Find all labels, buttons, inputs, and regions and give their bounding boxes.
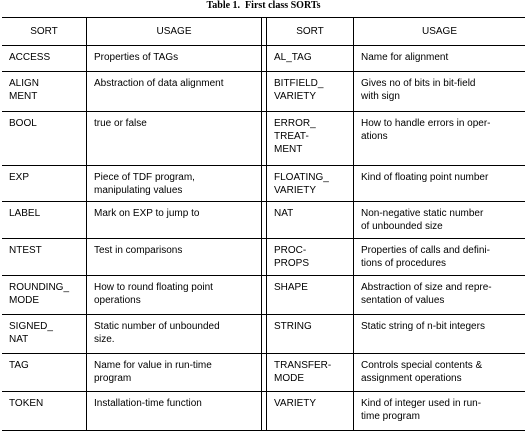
cell-sort-right: TRANSFER- MODE bbox=[274, 360, 332, 384]
cell-sort-right: PROC- PROPS bbox=[274, 245, 310, 269]
cell-sort-left: ROUNDING_ MODE bbox=[9, 282, 70, 306]
cell-usage-left: Installation-time function bbox=[94, 398, 202, 409]
row-divider bbox=[2, 111, 525, 112]
row-divider bbox=[2, 201, 525, 202]
cell-usage-left: Properties of TAGs bbox=[94, 52, 179, 63]
cell-sort-left: LABEL bbox=[9, 208, 41, 219]
column-divider bbox=[353, 17, 354, 431]
row-divider bbox=[2, 45, 525, 46]
cell-sort-right: ERROR_ TREAT- MENT bbox=[274, 118, 316, 155]
cell-usage-left: How to round floating point operations bbox=[94, 282, 213, 306]
cell-usage-right: Abstraction of size and repre- sentation of values bbox=[361, 282, 492, 306]
cell-sort-right: BITFIELD_ VARIETY bbox=[274, 78, 324, 102]
cell-usage-left: Name for value in run-time program bbox=[94, 360, 212, 384]
cell-usage-right: Kind of integer used in run- time program bbox=[361, 398, 482, 422]
cell-sort-left: TAG bbox=[9, 360, 29, 371]
cell-sort-right: FLOATING_ VARIETY bbox=[274, 172, 329, 196]
cell-usage-right: Gives no of bits in bit-field with sign bbox=[361, 78, 476, 102]
cell-sort-right: NAT bbox=[274, 208, 294, 219]
cell-usage-left: Mark on EXP to jump to bbox=[94, 208, 200, 219]
cell-sort-left: ACCESS bbox=[9, 52, 51, 63]
column-divider bbox=[261, 17, 262, 431]
cell-usage-right: Properties of calls and defini- tions of procedures bbox=[361, 245, 490, 269]
header-usage-right: USAGE bbox=[421, 26, 457, 37]
cell-usage-right: Controls special contents & assignment operations bbox=[361, 360, 483, 384]
cell-sort-left: EXP bbox=[9, 172, 30, 183]
row-divider bbox=[2, 165, 525, 166]
cell-sort-left: NTEST bbox=[9, 245, 42, 256]
column-divider bbox=[266, 17, 267, 431]
row-divider bbox=[2, 391, 525, 392]
cell-sort-right: STRING bbox=[274, 321, 312, 332]
cell-sort-right: VARIETY bbox=[274, 398, 317, 409]
cell-sort-left: TOKEN bbox=[9, 398, 44, 409]
row-divider bbox=[2, 71, 525, 72]
header-sort-left: SORT bbox=[30, 26, 58, 37]
row-divider bbox=[2, 238, 525, 239]
cell-usage-left: true or false bbox=[94, 118, 147, 129]
header-sort-right: SORT bbox=[296, 26, 324, 37]
cell-sort-right: AL_TAG bbox=[274, 52, 312, 63]
cell-usage-right: Static string of n-bit integers bbox=[361, 321, 485, 332]
table-caption: Table 1. First class SORTs bbox=[206, 0, 321, 11]
row-divider bbox=[2, 275, 525, 276]
cell-usage-right: How to handle errors in oper- ations bbox=[361, 118, 491, 142]
cell-usage-left: Piece of TDF program, manipulating values bbox=[94, 172, 195, 196]
cell-sort-left: SIGNED_ NAT bbox=[9, 321, 53, 345]
cell-usage-left: Test in comparisons bbox=[94, 245, 183, 256]
cell-sort-left: ALIGN MENT bbox=[9, 78, 40, 102]
cell-sort-right: SHAPE bbox=[274, 282, 308, 293]
cell-usage-right: Kind of floating point number bbox=[361, 172, 489, 183]
cell-sort-left: BOOL bbox=[9, 118, 37, 129]
cell-usage-left: Abstraction of data alignment bbox=[94, 78, 224, 89]
column-divider bbox=[86, 17, 87, 431]
cell-usage-right: Name for alignment bbox=[361, 52, 449, 63]
cell-usage-left: Static number of unbounded size. bbox=[94, 321, 220, 345]
header-usage-left: USAGE bbox=[156, 26, 192, 37]
row-divider bbox=[2, 314, 525, 315]
row-divider bbox=[2, 353, 525, 354]
cell-usage-right: Non-negative static number of unbounded size bbox=[361, 208, 484, 232]
